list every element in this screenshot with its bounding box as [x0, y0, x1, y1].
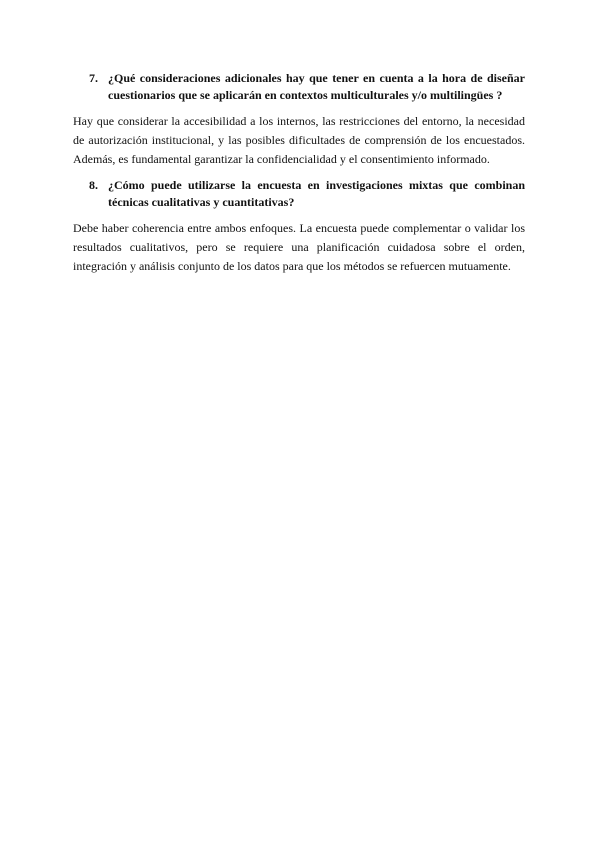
question-7	[73, 70, 525, 104]
question-number: 7.	[89, 71, 98, 85]
question-number: 8.	[89, 178, 98, 192]
document-content	[73, 70, 525, 284]
answer-7: Hay que considerar la accesibilidad a los internos, las restricciones del entorno, la necesidad de autorización institucional, y las posibles dificultades de comprensión de los encuestados. Además, es fundamental garantizar la confidencialidad y el consentimiento informado.	[73, 114, 525, 166]
question-8	[73, 177, 525, 211]
answer-8: Debe haber coherencia entre ambos enfoques. La encuesta puede complementar o validar los resultados cualitativos, pero se requiere una planificación cuidadosa sobre el orden, integración y análisis conjunto de los datos para que los métodos se refuercen mutuamente.	[73, 221, 525, 273]
question-text: ¿Qué consideraciones adicionales hay que tener en cuenta a la hora de diseñar cuestionarios que se aplicarán en contextos multiculturales y/o multilingües ?	[108, 71, 525, 102]
question-text: ¿Cómo puede utilizarse la encuesta en investigaciones mixtas que combinan técnicas cualitativas y cuantitativas?	[108, 178, 525, 209]
